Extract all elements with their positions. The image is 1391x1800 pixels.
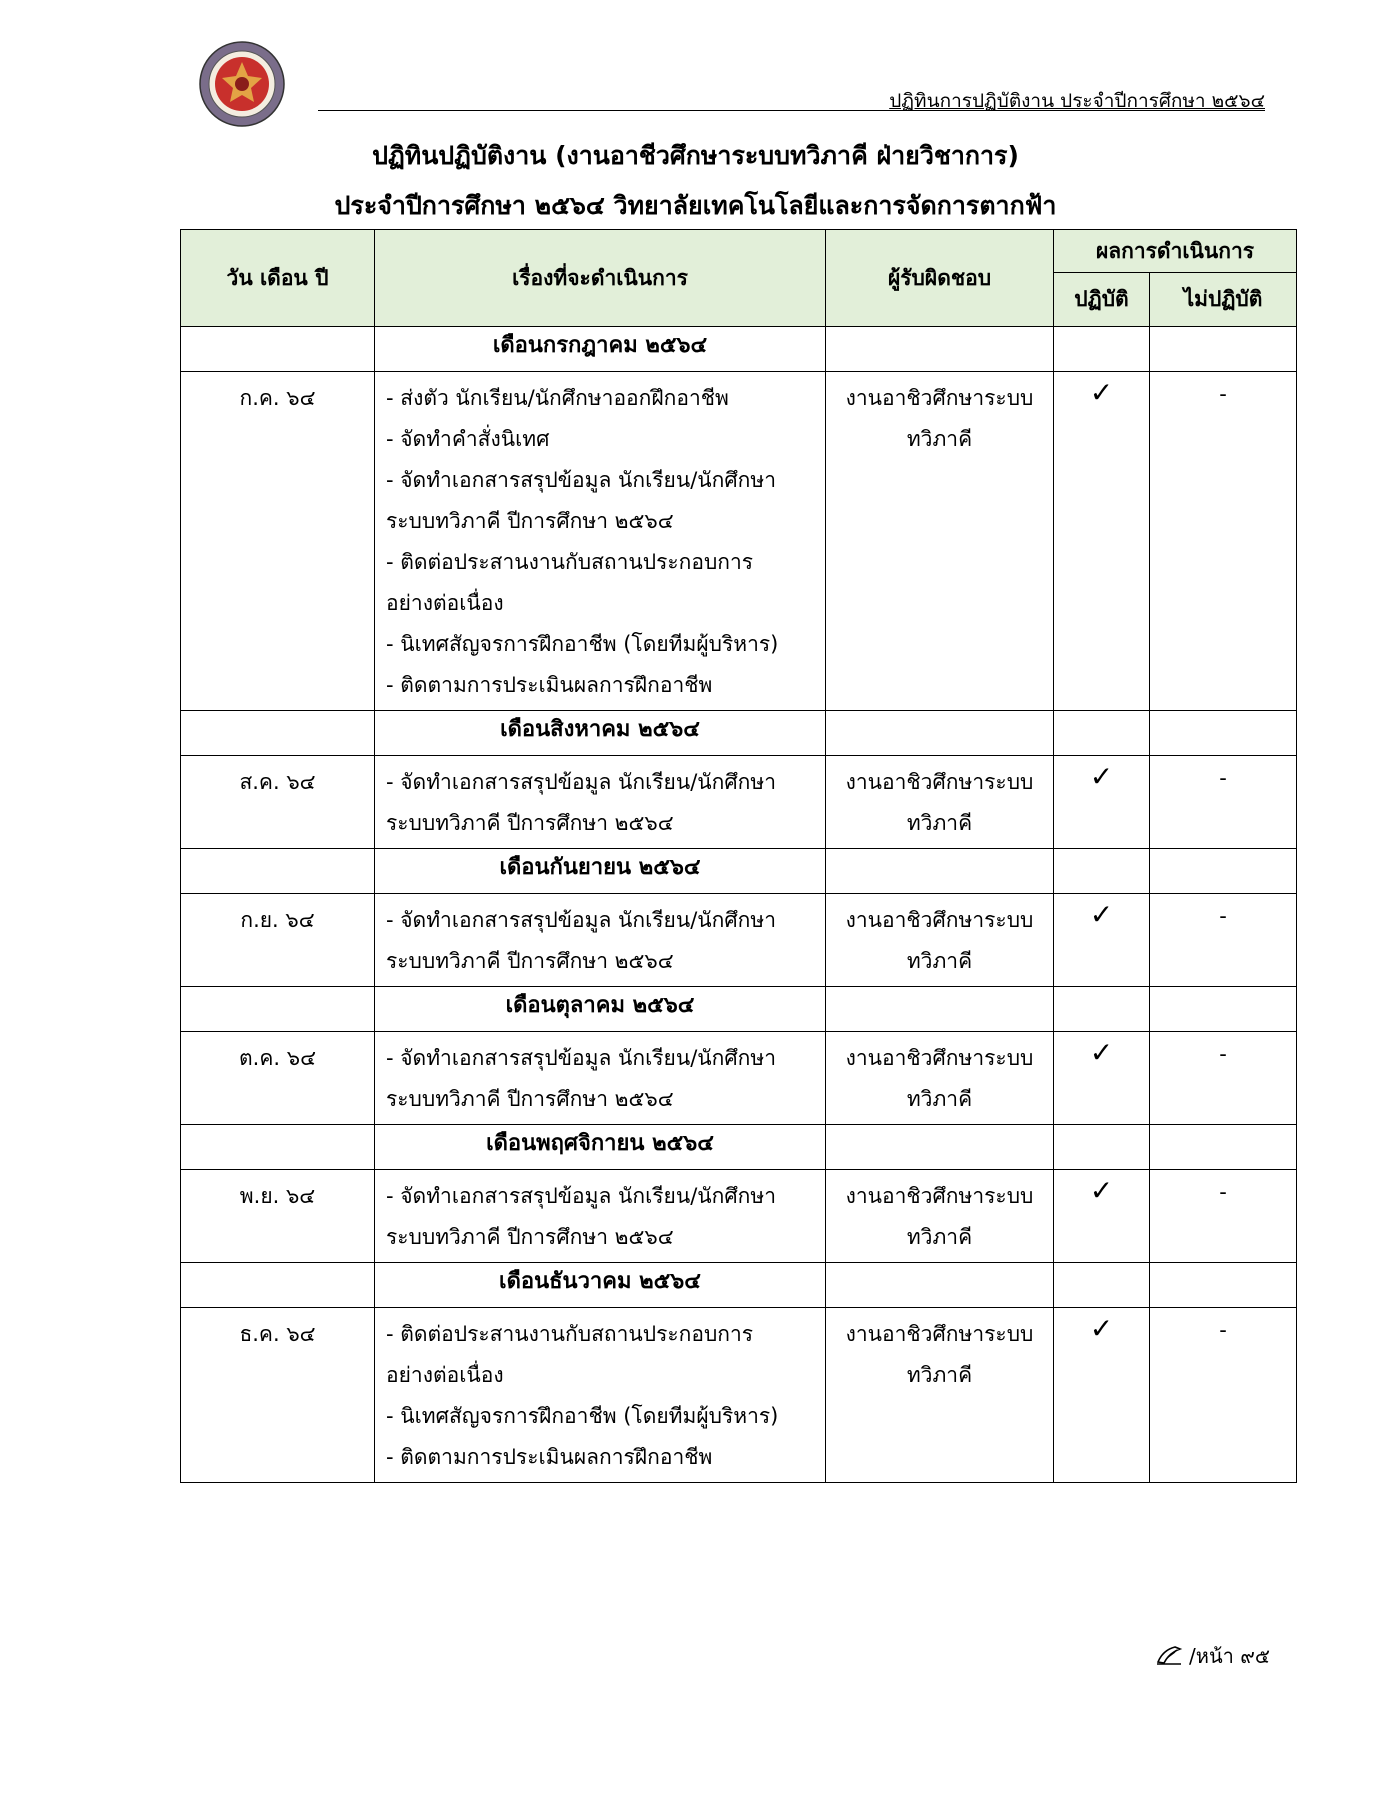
table-row [181,372,1297,711]
tasks-cell [375,756,826,849]
responsible-line: ทวิภาคี [906,811,973,835]
document-title: ปฏิทินปฏิบัติงาน (งานอาชีวศึกษาระบบทวิภาคี ฝ่ายวิชาการ) [372,141,1019,170]
responsible-cell [826,756,1054,849]
table-row [181,756,1297,849]
empty-cell [1150,849,1297,894]
empty-cell [181,711,375,756]
empty-cell [1150,711,1297,756]
date-cell: ส.ค. ๖๔ [181,756,375,849]
month-row [181,849,1297,894]
table-row [181,1032,1297,1125]
task-line: ระบบทวิภาคี ปีการศึกษา ๒๕๖๔ [386,509,674,533]
not-done-cell: - [1150,372,1297,711]
responsible-line: ทวิภาคี [906,1225,973,1249]
empty-cell [826,711,1054,756]
check-icon: ✓ [1089,1312,1114,1345]
page-footer [1155,1640,1270,1672]
empty-cell [826,987,1054,1032]
document-subtitle: ประจำปีการศึกษา ๒๕๖๔ วิทยาลัยเทคโนโลยีและการจัดการตากฟ้า [334,191,1057,220]
date-cell: พ.ย. ๖๔ [181,1170,375,1263]
task-line: อย่างต่อเนื่อง [386,591,504,615]
header-result: ผลการดำเนินการ [1054,230,1297,273]
month-row [181,711,1297,756]
responsible-line: งานอาชิวศึกษาระบบ [845,1322,1034,1346]
task-line: ระบบทวิภาคี ปีการศึกษา ๒๕๖๔ [386,811,674,835]
not-done-cell: - [1150,1308,1297,1483]
date-cell: ธ.ค. ๖๔ [181,1308,375,1483]
task-line: ระบบทวิภาคี ปีการศึกษา ๒๕๖๔ [386,1225,674,1249]
responsible-line: งานอาชิวศึกษาระบบ [845,1184,1034,1208]
tasks-cell [375,894,826,987]
schedule-body [181,327,1297,1483]
empty-cell [826,1125,1054,1170]
task-line: - นิเทศสัญจรการฝึกอาชีพ (โดยทีมผู้บริหาร) [386,632,779,656]
task-line: - นิเทศสัญจรการฝึกอาชีพ (โดยทีมผู้บริหาร) [386,1404,779,1428]
empty-cell [1054,1263,1150,1308]
month-label: เดือนตุลาคม ๒๕๖๔ [375,987,826,1032]
not-done-cell: - [1150,1032,1297,1125]
responsible-line: ทวิภาคี [906,427,973,451]
college-logo [198,40,286,128]
header-not-done: ไม่ปฏิบัติ [1150,273,1297,327]
tasks-cell [375,1308,826,1483]
check-icon: ✓ [1089,376,1114,409]
tasks-cell [375,1170,826,1263]
done-cell [1054,894,1150,987]
responsible-line: ทวิภาคี [906,949,973,973]
empty-cell [1054,711,1150,756]
responsible-cell [826,1032,1054,1125]
empty-cell [1054,1125,1150,1170]
table-row [181,894,1297,987]
empty-cell [1150,327,1297,372]
responsible-line: งานอาชิวศึกษาระบบ [845,1046,1034,1070]
task-line: - จัดทำเอกสารสรุปข้อมูล นักเรียน/นักศึกษา [386,1184,777,1208]
task-line: - ติดต่อประสานงานกับสถานประกอบการ [386,1322,754,1346]
empty-cell [181,327,375,372]
responsible-line: ทวิภาคี [906,1363,973,1387]
empty-cell [1054,327,1150,372]
not-done-cell: - [1150,1170,1297,1263]
date-cell: ก.ค. ๖๔ [181,372,375,711]
month-label: เดือนธันวาคม ๒๕๖๔ [375,1263,826,1308]
empty-cell [826,849,1054,894]
task-line: ระบบทวิภาคี ปีการศึกษา ๒๕๖๔ [386,949,674,973]
not-done-cell: - [1150,894,1297,987]
responsible-line: งานอาชิวศึกษาระบบ [845,770,1034,794]
table-row [181,1308,1297,1483]
header-task: เรื่องที่จะดำเนินการ [375,230,826,327]
empty-cell [181,849,375,894]
done-cell [1054,756,1150,849]
empty-cell [1150,1125,1297,1170]
month-row [181,987,1297,1032]
responsible-line: งานอาชิวศึกษาระบบ [845,386,1034,410]
empty-cell [826,327,1054,372]
empty-cell [181,1125,375,1170]
task-line: - ติดตามการประเมินผลการฝึกอาชีพ [386,1445,713,1469]
responsible-line: งานอาชิวศึกษาระบบ [845,908,1034,932]
task-line: - จัดทำเอกสารสรุปข้อมูล นักเรียน/นักศึกษา [386,770,777,794]
empty-cell [1150,1263,1297,1308]
month-row [181,1263,1297,1308]
done-cell [1054,1032,1150,1125]
date-cell: ก.ย. ๖๔ [181,894,375,987]
empty-cell [1054,987,1150,1032]
task-line: - ส่งตัว นักเรียน/นักศึกษาออกฝึกอาชีพ [386,386,729,410]
done-cell [1054,1170,1150,1263]
month-label: เดือนสิงหาคม ๒๕๖๔ [375,711,826,756]
empty-cell [826,1263,1054,1308]
task-line: - จัดทำเอกสารสรุปข้อมูล นักเรียน/นักศึกษา [386,1046,777,1070]
task-line: ระบบทวิภาคี ปีการศึกษา ๒๕๖๔ [386,1087,674,1111]
responsible-line: ทวิภาคี [906,1087,973,1111]
not-done-cell: - [1150,756,1297,849]
check-icon: ✓ [1089,760,1114,793]
date-cell: ต.ค. ๖๔ [181,1032,375,1125]
check-icon: ✓ [1089,1174,1114,1207]
header-responsible: ผู้รับผิดชอบ [826,230,1054,327]
month-label: เดือนกันยายน ๒๕๖๔ [375,849,826,894]
tasks-cell [375,1032,826,1125]
page-number: /หน้า ๙๕ [1189,1644,1270,1668]
empty-cell [1054,849,1150,894]
tasks-cell [375,372,826,711]
check-icon: ✓ [1089,898,1114,931]
empty-cell [181,987,375,1032]
header-divider [318,110,1265,111]
responsible-cell [826,1308,1054,1483]
task-line: - จัดทำคำสั่งนิเทศ [386,427,550,451]
empty-cell [1150,987,1297,1032]
month-label: เดือนกรกฎาคม ๒๕๖๔ [375,327,826,372]
done-cell [1054,372,1150,711]
pen-icon [1155,1644,1183,1671]
header-date: วัน เดือน ปี [181,230,375,327]
month-row [181,1125,1297,1170]
check-icon: ✓ [1089,1036,1114,1069]
page-header: ปฏิทินการปฏิบัติงาน ประจำปีการศึกษา ๒๕๖๔ [889,90,1265,112]
task-line: - จัดทำเอกสารสรุปข้อมูล นักเรียน/นักศึกษา [386,908,777,932]
task-line: - ติดต่อประสานงานกับสถานประกอบการ [386,550,754,574]
responsible-cell [826,1170,1054,1263]
done-cell [1054,1308,1150,1483]
month-label: เดือนพฤศจิกายน ๒๕๖๔ [375,1125,826,1170]
schedule-table [180,229,1297,1483]
header-done: ปฏิบัติ [1054,273,1150,327]
table-row [181,1170,1297,1263]
month-row [181,327,1297,372]
task-line: - ติดตามการประเมินผลการฝึกอาชีพ [386,673,713,697]
task-line: - จัดทำเอกสารสรุปข้อมูล นักเรียน/นักศึกษา [386,468,777,492]
responsible-cell [826,372,1054,711]
responsible-cell [826,894,1054,987]
task-line: อย่างต่อเนื่อง [386,1363,504,1387]
empty-cell [181,1263,375,1308]
